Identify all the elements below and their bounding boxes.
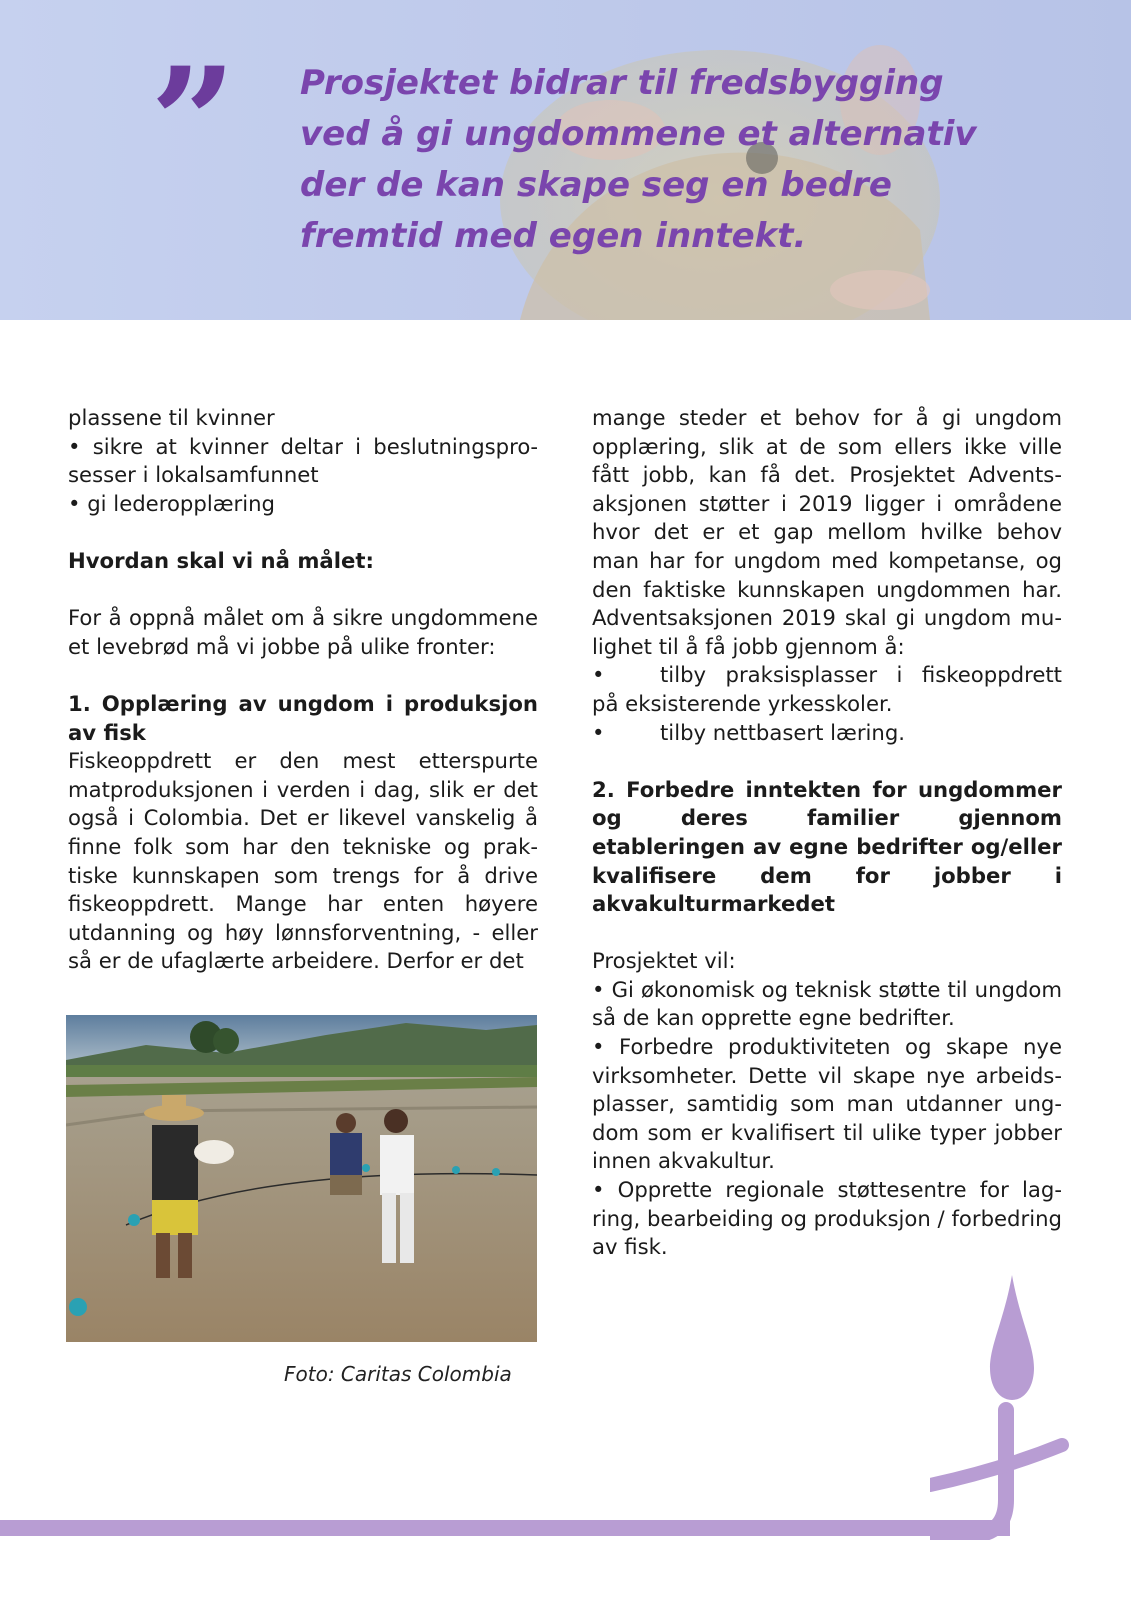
section-2-title: 2. Forbedre inntekten for ungdommer og deres familier gjennom etableringen av egne bedrifter og/eller kvalifisere dem for jobber i akvakulturmarkedet: [592, 776, 1062, 917]
right-column: [592, 404, 1062, 1262]
paragraph: mange steder et behov for å gi ungdom opplæring, slik at de som ellers ikke ville fått jobb, kan få det. Prosjektet Adventsaksjonen støtter i 2019 ligger i områdene hvor det er et gap mellom hvilke behov man har for ungdom med kompetanse, og den faktiske kunnskapen ungdommen har. Adventsaksjonen 2019 skal gi ungdom mulighet til å få jobb gjennom å:: [592, 405, 1062, 659]
intro-paragraph: For å oppnå målet om å sikre ungdommene et levebrød må vi jobbe på ulike fronter:: [68, 605, 538, 659]
left-column: [68, 404, 538, 976]
section-1-title: 1. Opplæring av ungdom i produksjon av fisk: [68, 690, 538, 745]
candle-flame-icon: [930, 1270, 1070, 1540]
bullet-item: • Gi økonomisk og teknisk støtte til ungdom så de kan opprette egne bedrifter.: [592, 976, 1062, 1031]
fish-farm-photo: [66, 1015, 537, 1342]
section-1-body: Fiskeoppdrett er den mest etterspurte matproduksjonen i verden i dag, slik er det også i Colombia. Det er likevel vanskelig å finne folk som har den tekniske og praktiske kunnskapen som trengs for å drive fiskeoppdrett. Mange har enten høyere utdanning og høy lønnsforventning, - eller så er de ufaglærte arbeidere. Derfor er det: [68, 748, 538, 974]
bullet-item: • Opprette regionale støttesentre for lagring, bearbeiding og produksjon / forbedring av fisk.: [592, 1177, 1062, 1260]
section-heading: Hvordan skal vi nå målet:: [68, 547, 374, 573]
footer-divider: [0, 1520, 1010, 1536]
bullet-item: • tilby nettbasert læring.: [592, 719, 906, 745]
pull-quote: Prosjektet bidrar til fredsbygging ved å gi ungdommene et alternativ der de kan skape seg en bedre fremtid med egen inntekt.: [300, 63, 977, 256]
quote-banner: [0, 0, 1131, 320]
bullet-item: • gi lederopplæring: [68, 490, 275, 516]
photo-caption: Foto: Caritas Colombia: [284, 1362, 512, 1386]
list-label: Prosjektet vil:: [592, 948, 736, 974]
quote-mark-icon: ”: [150, 35, 237, 211]
bullet-item: • Forbedre produktiviteten og skape nye virksomheter. Dette vil skape nye arbeidsplasser, samtidig som man utdanner ungdom som er kvalifisert til ulike typer jobber innen akvakultur.: [592, 1034, 1062, 1174]
bullet-item: • sikre at kvinner deltar i beslutningsprosesser i lokalsamfunnet: [68, 433, 538, 488]
bullet-continuation: på eksisterende yrkesskoler.: [592, 690, 893, 716]
bullet-item: • tilby praksisplasser i fiskeoppdrett: [592, 662, 1062, 688]
text-line: plassene til kvinner: [68, 405, 275, 430]
